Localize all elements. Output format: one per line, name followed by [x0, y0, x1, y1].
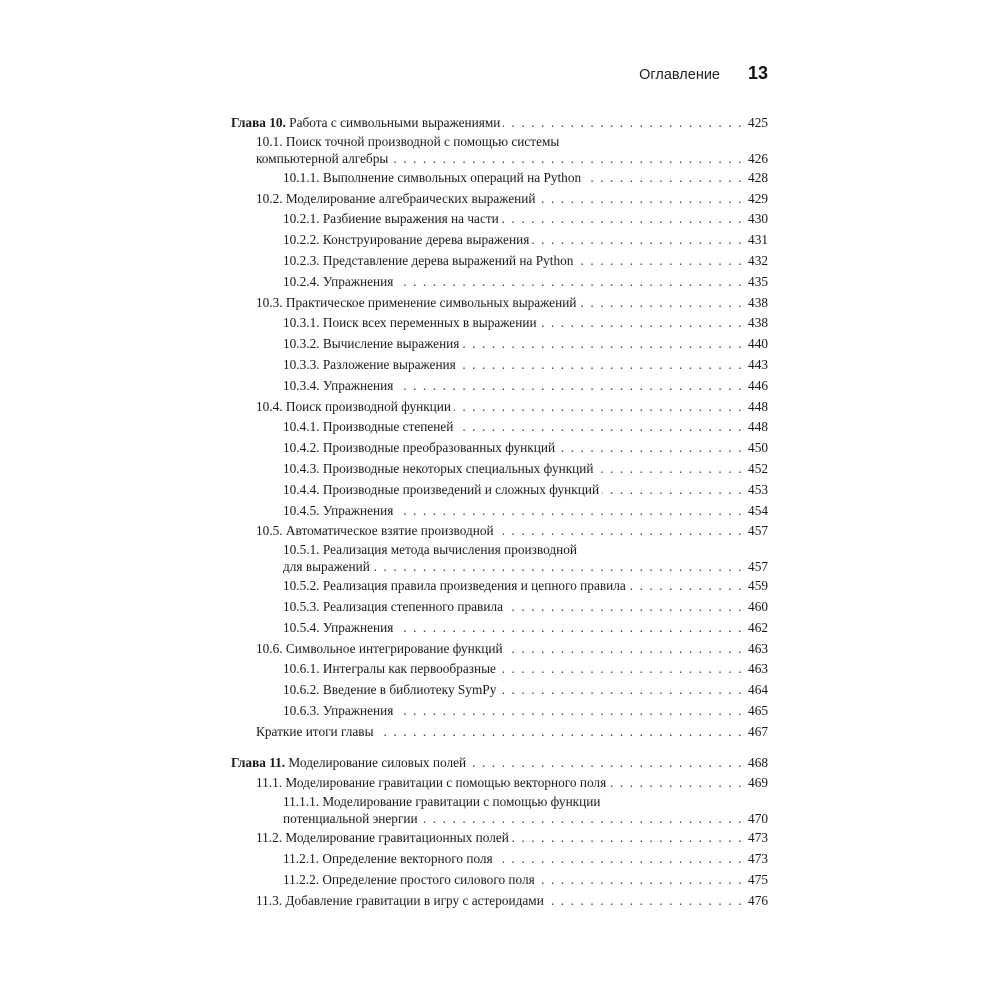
toc-entry-title: 10.4. Поиск производной функции: [256, 398, 452, 414]
toc-entry-page: 430: [748, 211, 768, 227]
toc-entry[interactable]: [231, 355, 768, 376]
dot-leader: [396, 618, 743, 639]
toc-entry[interactable]: [231, 722, 768, 743]
toc-entry-page: 432: [748, 252, 768, 268]
toc-entry-page: 467: [748, 723, 768, 739]
dot-leader: [421, 810, 743, 828]
toc-entry-page: 435: [748, 273, 768, 289]
header-title: Оглавление: [639, 67, 720, 83]
toc-entry[interactable]: [231, 891, 768, 912]
toc-entry[interactable]: [231, 542, 768, 576]
toc-entry-page: 428: [748, 169, 768, 185]
toc-entry-page: 457: [748, 559, 768, 575]
toc-entry-title-line2-row: [283, 558, 768, 576]
toc-entry[interactable]: [231, 134, 768, 168]
page-header: [231, 62, 768, 88]
toc-entry-title: 10.2. Моделирование алгебраических выражений: [256, 190, 536, 206]
toc-entry-title: 10.2.4. Упражнения: [283, 273, 394, 289]
dot-leader: [456, 417, 743, 438]
dot-leader: [576, 251, 743, 272]
toc-entry[interactable]: [231, 251, 768, 272]
dot-leader: [377, 722, 743, 743]
toc-entry-page: 469: [748, 775, 768, 791]
toc-entry-title: 10.5.2. Реализация правила произведения и цепного правила: [283, 578, 626, 594]
toc-entry-page: 448: [748, 398, 768, 414]
toc-entry-title-line1: 10.1. Поиск точной производной с помощью системы: [256, 133, 560, 149]
toc-entry-title: 10.6.1. Интегралы как первообразные: [283, 661, 496, 677]
chapter-number: Глава 10.: [231, 115, 286, 130]
dot-leader: [629, 576, 743, 597]
dot-leader: [462, 334, 743, 355]
toc-entry[interactable]: [231, 293, 768, 314]
dot-leader: [396, 272, 743, 293]
toc-entry-title: 10.3. Практическое применение символьных выражений: [256, 294, 577, 310]
toc-entry-page: 468: [748, 754, 768, 770]
toc-entry-page: 452: [748, 460, 768, 476]
toc-entry-title-line1: 11.1.1. Моделирование гравитации с помощью функции: [283, 794, 601, 810]
toc-entry-page: 446: [748, 377, 768, 393]
dot-leader: [602, 480, 743, 501]
toc-entry[interactable]: [231, 659, 768, 680]
toc-entry-page: 425: [748, 115, 768, 130]
toc-entry-title-line2-row: [256, 150, 768, 168]
dot-leader: [499, 680, 743, 701]
toc-entry[interactable]: [231, 870, 768, 891]
toc-entry-title: 10.3.2. Вычисление выражения: [283, 336, 460, 352]
toc-entry-title: 11.3. Добавление гравитации в игру с астероидами: [256, 892, 544, 908]
dot-leader: [538, 870, 743, 891]
dot-leader: [539, 189, 743, 210]
toc-entry-title-line2-row: [283, 810, 768, 828]
toc-entry-title: 10.4.5. Упражнения: [283, 502, 394, 518]
toc-entry-title: Глава 11. Моделирование силовых полей: [231, 754, 467, 770]
toc-entry[interactable]: [231, 501, 768, 522]
toc-entry[interactable]: [231, 313, 768, 334]
toc-entry-page: 465: [748, 702, 768, 718]
toc-chapter[interactable]: [231, 753, 768, 774]
toc-entry-title: 10.4.1. Производные степеней: [283, 419, 454, 435]
toc-entry-page: 453: [748, 481, 768, 497]
toc-entry-title-line2: для выражений: [283, 559, 370, 575]
toc-entry-title: 10.4.4. Производные произведений и сложных функций: [283, 481, 600, 497]
dot-leader: [547, 891, 743, 912]
dot-leader: [396, 701, 743, 722]
dot-leader: [396, 376, 743, 397]
toc-entry-page: 429: [748, 190, 768, 206]
toc-entry[interactable]: [231, 376, 768, 397]
toc-entry[interactable]: [231, 230, 768, 251]
dot-leader: [503, 113, 743, 134]
dot-leader: [584, 168, 743, 189]
toc-entry-title: 10.6. Символьное интегрирование функций: [256, 640, 503, 656]
dot-leader: [579, 293, 743, 314]
toc-entry[interactable]: [231, 272, 768, 293]
toc-entry-title: 10.3.3. Разложение выражения: [283, 356, 456, 372]
toc-entry-page: 454: [748, 502, 768, 518]
toc-entry[interactable]: [231, 417, 768, 438]
toc-entry-title: Краткие итоги главы: [256, 723, 374, 739]
toc-entry-title: 10.6.3. Упражнения: [283, 702, 394, 718]
toc-entry-page: 476: [748, 892, 768, 908]
toc-entry[interactable]: [231, 438, 768, 459]
toc-entry[interactable]: [231, 480, 768, 501]
toc-entry-title: 10.4.3. Производные некоторых специальных функций: [283, 460, 594, 476]
toc-entry-page: 457: [748, 523, 768, 539]
dot-leader: [499, 659, 743, 680]
dot-leader: [391, 150, 743, 168]
toc-entry-page: 460: [748, 598, 768, 614]
toc-entry[interactable]: [231, 794, 768, 828]
toc-entry[interactable]: [231, 597, 768, 618]
dot-leader: [558, 438, 743, 459]
dot-leader: [469, 753, 743, 774]
toc-entry[interactable]: [231, 576, 768, 597]
dot-leader: [506, 597, 743, 618]
toc-entry[interactable]: [231, 459, 768, 480]
chapter-number: Глава 11.: [231, 754, 286, 770]
page-number: 13: [747, 63, 768, 83]
toc-entry-title: 10.5. Автоматическое взятие производной: [256, 523, 494, 539]
toc-entry-page: 459: [748, 578, 768, 594]
toc-entry-page: 426: [748, 150, 768, 166]
toc-entry-title-line2: компьютерной алгебры: [256, 150, 389, 166]
dot-leader: [373, 558, 743, 576]
toc-entry-title: 10.4.2. Производные преобразованных функций: [283, 440, 556, 456]
toc-entry[interactable]: [231, 828, 768, 849]
toc-entry-title: 10.2.1. Разбиение выражения на части: [283, 211, 499, 227]
toc-entry-page: 431: [748, 232, 768, 248]
toc-entry-title: 11.2.1. Определение векторного поля: [283, 850, 493, 866]
dot-leader: [512, 828, 743, 849]
toc-entry[interactable]: [231, 773, 768, 794]
toc-entry-title-line1: 10.5.1. Реализация метода вычисления производной: [283, 542, 577, 558]
toc-entry-title-line2: потенциальной энергии: [283, 811, 418, 827]
dot-leader: [506, 639, 743, 660]
toc-entry-title: 10.6.2. Введение в библиотеку SymPy: [283, 682, 497, 698]
toc-entry[interactable]: [231, 849, 768, 870]
dot-leader: [496, 849, 743, 870]
toc-entry[interactable]: [231, 189, 768, 210]
toc-entry-title: 10.5.3. Реализация степенного правила: [283, 598, 503, 614]
toc-entry[interactable]: [231, 618, 768, 639]
toc-entry[interactable]: [231, 521, 768, 542]
toc-entry-page: 470: [748, 811, 768, 827]
toc-entry-page: 462: [748, 619, 768, 635]
chapter-gap: [231, 743, 768, 753]
toc-entry-title: Глава 10. Работа с символьными выражениями: [231, 115, 501, 130]
toc-entry[interactable]: [231, 168, 768, 189]
toc-entry[interactable]: [231, 334, 768, 355]
toc-entry-title: 10.5.4. Упражнения: [283, 619, 394, 635]
toc-entry-page: 438: [748, 315, 768, 331]
toc-entry-page: 443: [748, 356, 768, 372]
toc-entry-title: 10.3.4. Упражнения: [283, 377, 394, 393]
toc-entry[interactable]: [231, 397, 768, 418]
toc-entry-title: 10.3.1. Поиск всех переменных в выражении: [283, 315, 537, 331]
toc-entry[interactable]: [231, 209, 768, 230]
toc-entry-page: 448: [748, 419, 768, 435]
toc-entry-title: 11.2. Моделирование гравитационных полей: [256, 830, 509, 846]
dot-leader: [540, 313, 743, 334]
toc-entry-page: 463: [748, 661, 768, 677]
dot-leader: [597, 459, 743, 480]
dot-leader: [497, 521, 743, 542]
toc-entry-title: 11.1. Моделирование гравитации с помощью векторного поля: [256, 775, 607, 791]
toc-entry-page: 440: [748, 336, 768, 352]
dot-leader: [459, 355, 743, 376]
toc-entry-page: 438: [748, 294, 768, 310]
toc-entry-page: 463: [748, 640, 768, 656]
dot-leader: [454, 397, 743, 418]
toc-chapter[interactable]: [231, 113, 768, 134]
toc-entry-page: 473: [748, 830, 768, 846]
dot-leader: [502, 209, 743, 230]
toc-entry-page: 464: [748, 682, 768, 698]
toc-entry-title: 10.2.2. Конструирование дерева выражения: [283, 232, 530, 248]
toc-entry[interactable]: [231, 680, 768, 701]
toc-entry-title: 10.1.1. Выполнение символьных операций на Python: [283, 169, 582, 185]
table-of-contents: [231, 113, 768, 911]
dot-leader: [532, 230, 743, 251]
toc-entry[interactable]: [231, 639, 768, 660]
toc-entry[interactable]: [231, 701, 768, 722]
dot-leader: [609, 773, 743, 794]
toc-entry-page: 475: [748, 871, 768, 887]
dot-leader: [396, 501, 743, 522]
toc-entry-page: 473: [748, 850, 768, 866]
toc-entry-title: 10.2.3. Представление дерева выражений на Python: [283, 252, 574, 268]
toc-entry-title: 11.2.2. Определение простого силового поля: [283, 871, 535, 887]
toc-entry-page: 450: [748, 440, 768, 456]
